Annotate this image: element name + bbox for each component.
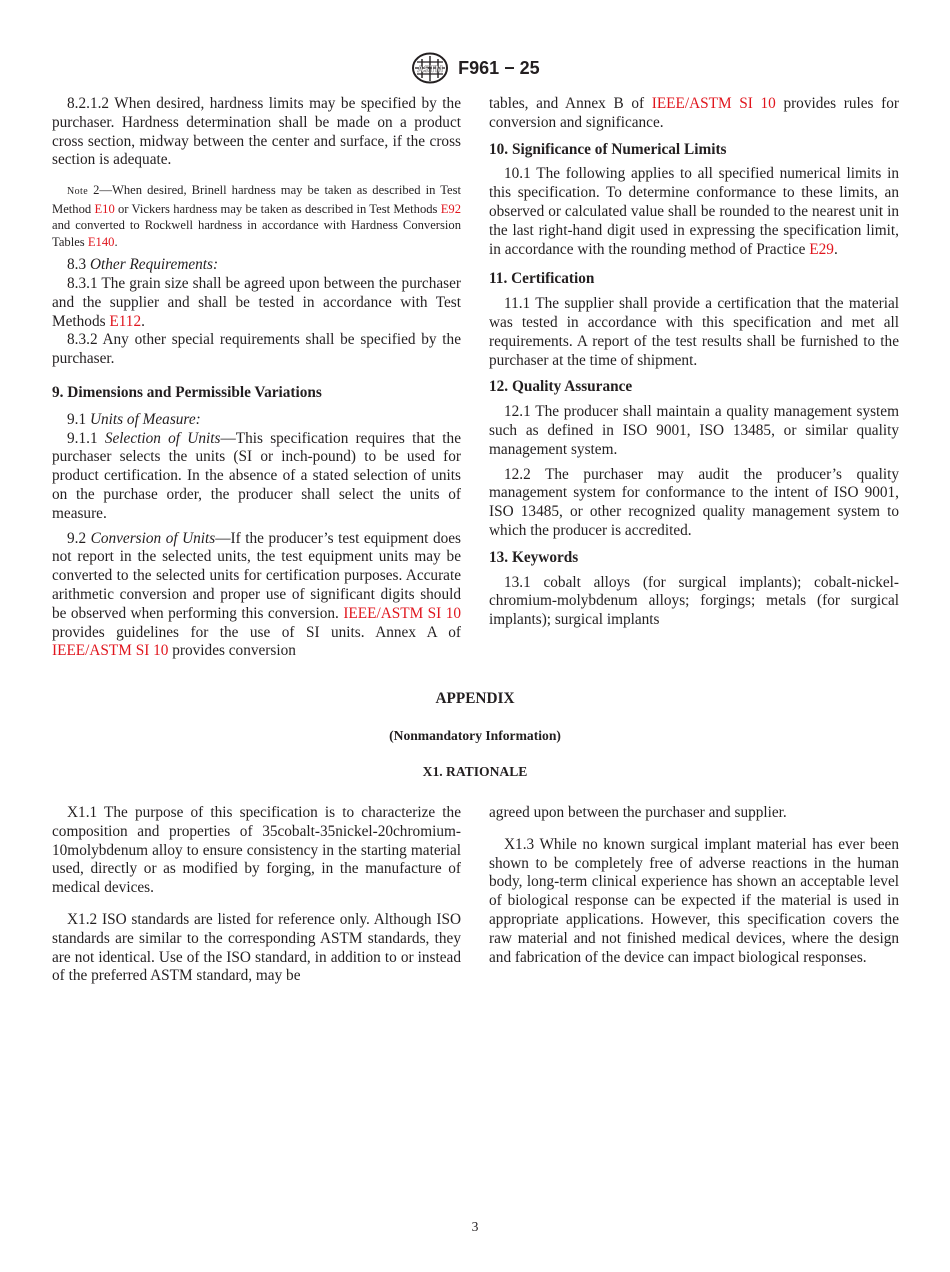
astm-logo-icon: [410, 52, 450, 84]
appendix-left-column: [52, 804, 461, 986]
para-number: 9.1.1: [67, 429, 105, 447]
para-13-1: 13.1 cobalt alloys (for surgical implants); cobalt-nickel-chromium-molybdenum alloys; forgings; metals (for surgical implants); surgical implants: [489, 573, 899, 629]
link-e29[interactable]: E29: [809, 240, 834, 258]
para-text: tables, and Annex B of: [489, 95, 652, 112]
para-number: 9.2: [67, 529, 91, 547]
para-number: 9.1: [67, 410, 90, 428]
link-e140[interactable]: E140: [87, 234, 115, 249]
link-e112[interactable]: E112: [109, 312, 142, 330]
para-x1-2-continuation: agreed upon between the purchaser and supplier.: [489, 804, 787, 821]
para-x1-1: X1.1 The purpose of this specification is to characterize the composition and properties of 35cobalt-35nickel-20chromium-10molybdenum alloy to ensure consistency in the starting material used, directly or as modified by forging, in the manufacture of medical devices.: [52, 804, 461, 897]
para-text: provides conversion: [168, 642, 296, 660]
note-text: and converted to Rockwell hardness in accordance with Hardness Conversion Tables: [52, 218, 461, 249]
designation: F961 − 25: [458, 57, 540, 78]
appendix-right-column: [489, 804, 899, 967]
link-ieee-astm-si-10[interactable]: IEEE/ASTM SI 10: [343, 604, 461, 622]
para-9-1-1: [52, 430, 461, 524]
para-text: .: [141, 312, 145, 330]
para-10-1: [489, 165, 899, 259]
page-header: [0, 52, 950, 86]
note-label: Note: [67, 186, 89, 198]
para-text: —If the producer’s test equipment does not report in the selected units, the test equipment units may be converted to the selected units for certification purposes. Accurate arithmetic conversion and proper use of significant digits should be observed when performing this conversion.: [52, 529, 461, 622]
appendix-section-heading: X1. RATIONALE: [422, 764, 528, 779]
appendix-subtitle: (Nonmandatory Information): [389, 728, 561, 743]
para-number: 8.3: [67, 256, 90, 274]
para-text: provides rules for conversion and significance.: [489, 95, 899, 131]
para-text: provides guidelines for the use of SI units. Annex A of: [52, 623, 461, 641]
para-x1-3: X1.3 While no known surgical implant material has ever been shown to be completely free of adverse reactions in the human body, long-term clinical experience has shown an acceptable level of biological response can be expected if the material is used in appropriate applications. However, this specification covers the raw material and not finished medical devices, where the design and fabrication of the device can impact biological responses.: [489, 835, 899, 966]
heading-section-10: 10. Significance of Numerical Limits: [489, 140, 727, 158]
para-text: 10.1 The following applies to all specified numerical limits in this specification. To determine conformance to these limits, an observed or calculated value shall be rounded to the nearest unit in the last right-hand digit used in expressing the specification limit, in accordance with the rounding method of Practice: [489, 165, 899, 258]
para-title: Conversion of Units: [90, 529, 216, 547]
para-8-3-2: 8.3.2 Any other special requirements shall be specified by the purchaser.: [52, 331, 461, 368]
para-text: .: [833, 240, 838, 258]
heading-section-13: 13. Keywords: [489, 548, 579, 566]
page-number: 3: [471, 1219, 479, 1234]
para-8-2-1-2: 8.2.1.2 When desired, hardness limits may be specified by the purchaser. Hardness determination shall be made on a product cross section, midway between the center and surface, if the cross section is adequate.: [52, 95, 461, 169]
para-text: —This specification requires that the purchaser selects the units (SI or inch-pound) to be used for product certification. In the absence of a stated selection of units on the purchase order, the producer shall select the units of measure.: [52, 429, 461, 522]
link-e92[interactable]: E92: [440, 201, 461, 216]
heading-section-11: 11. Certification: [489, 270, 595, 288]
astm-logo-text: ASTM: [417, 64, 444, 74]
note-text: .: [114, 234, 118, 249]
para-12-2: 12.2 The purchaser may audit the producer’s quality management system for conformance to the intent of ISO 9001, ISO 13485, or other recognized quality management system to which the producer is accredited.: [489, 465, 899, 539]
note-2: [52, 182, 461, 250]
note-text: 2—When desired, Brinell hardness may be taken as described in Test Method: [52, 183, 461, 216]
para-title: Units of Measure:: [89, 410, 201, 428]
para-x1-2: X1.2 ISO standards are listed for reference only. Although ISO standards are similar to the corresponding ASTM standards, they are not identical. Use of the ISO standard, in addition to or instead of the preferred ASTM standard, may be: [52, 910, 461, 985]
para-11-1: 11.1 The supplier shall provide a certification that the material was tested in accordance with this specification and met all requirements. A report of the test results shall be furnished to the purchaser at the time of shipment.: [489, 295, 899, 369]
appendix-title: APPENDIX: [435, 690, 515, 707]
link-e10[interactable]: E10: [94, 201, 115, 216]
para-title: Other Requirements:: [89, 256, 219, 274]
note-text: or Vickers hardness may be taken as described in Test Methods: [114, 201, 441, 216]
left-column: [52, 95, 461, 661]
right-column: [489, 95, 899, 630]
link-ieee-astm-si-10[interactable]: IEEE/ASTM SI 10: [651, 95, 776, 112]
para-8-3: [52, 256, 461, 275]
para-text: 8.3.1 The grain size shall be agreed upon between the purchaser and the supplier and shall be tested in accordance with Test Methods: [52, 274, 461, 330]
para-12-1: 12.1 The producer shall maintain a quality management system such as defined in ISO 9001, ISO 13485, or similar quality management system.: [489, 403, 899, 458]
link-ieee-astm-si-10[interactable]: IEEE/ASTM SI 10: [52, 642, 169, 660]
para-continuation: [489, 95, 899, 133]
para-9-1: [52, 411, 461, 430]
para-9-2: [52, 530, 461, 662]
para-title: Selection of Units: [104, 429, 221, 447]
heading-section-12: 12. Quality Assurance: [489, 378, 633, 396]
heading-section-9: 9. Dimensions and Permissible Variations: [52, 383, 322, 401]
para-8-3-1: [52, 275, 461, 331]
